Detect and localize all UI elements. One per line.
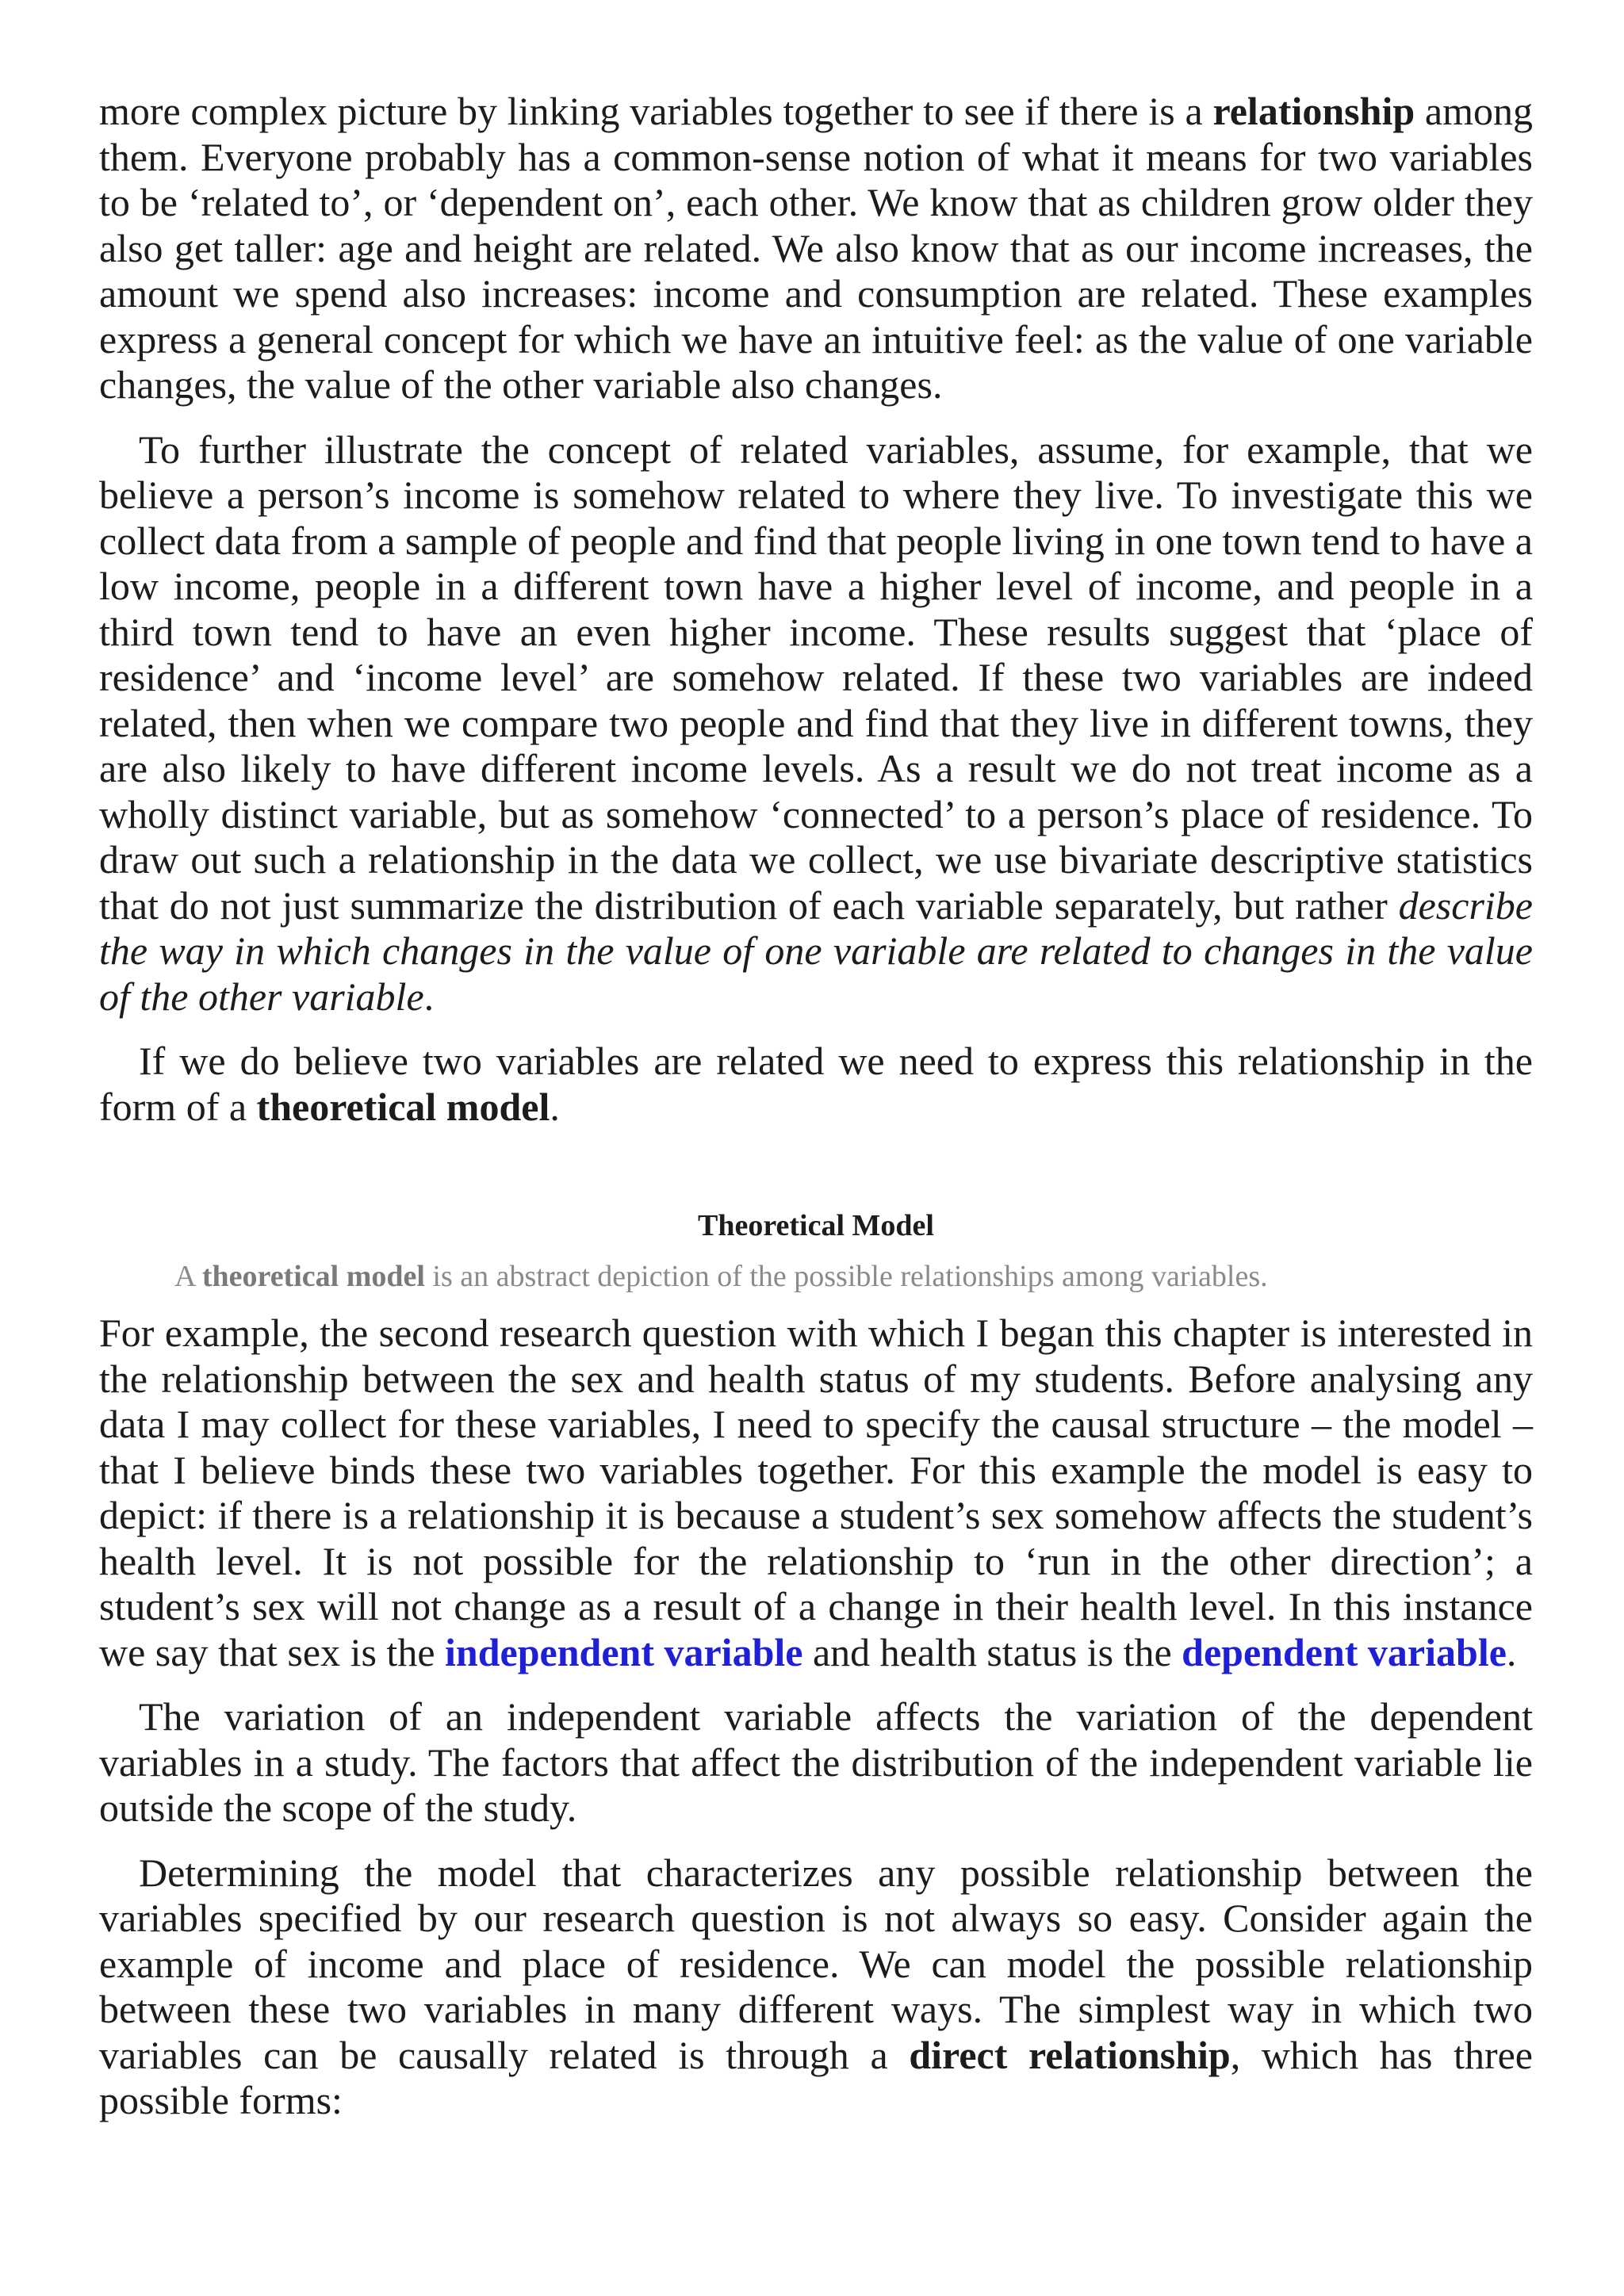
paragraph-sex-health-example: For example, the second research question with which I began this chapter is interested in the relationship between the sex and health status of my students. Before analysing any data I may collect for these variables, I need to specify the causal structure – the model – that I believe binds these two variables together. For this example the model is easy to depict: if there is a relationship it is because a student’s sex somehow affects the student’s health level. It is not possible for the relationship to ‘run in the other direction’; a student’s sex will not change as a result of a change in their health level. In this instance we say that sex is the independent variable and health status is the dependent variable.: [99, 1311, 1533, 1674]
paragraph-direct-relationship: Determining the model that characterizes any possible relationship between the variables specified by our research question is not always so easy. Consider again the example of income and place of residence. We can model the possible relationship between these two variables in many different ways. The simplest way in which two variables can be causally related is through a direct relationship, which has three possible forms:: [99, 1850, 1533, 2122]
emphasis-describe-changes: describe the way in which changes in the value of one variable are related to changes in the value of the other variable: [99, 882, 1533, 1019]
paragraph-independent-variation: The variation of an independent variable affects the variation of the dependent variables in a study. The factors that affect the distribution of the independent variable lie outside the scope of the study.: [99, 1694, 1533, 1830]
paragraph-relationship-intro: more complex picture by linking variables together to see if there is a relationship among them. Everyone probably has a common-sense notion of what it means for two variables to be ‘related to’, or ‘dependent on’, each other. We know that as children grow older they also get taller: age and height are related. We also know that as our income increases, the amount we spend also increases: income and consumption are related. These examples express a general concept for which we have an intuitive feel: as the value of one variable changes, the value of the other variable also changes.: [99, 89, 1533, 407]
term-direct-relationship: direct relationship: [909, 2032, 1231, 2077]
link-dependent-variable[interactable]: dependent variable: [1182, 1629, 1507, 1674]
definition-box: [99, 1207, 1533, 1295]
term-theoretical-model: theoretical model: [256, 1084, 550, 1129]
link-independent-variable[interactable]: independent variable: [445, 1629, 803, 1674]
paragraph-related-variables: To further illustrate the concept of related variables, assume, for example, that we believe a person’s income is somehow related to where they live. To investigate this we collect data from a sample of people and find that people living in one town tend to have a low income, people in a different town have a higher level of income, and people in a third town tend to have an even higher income. These results suggest that ‘place of residence’ and ‘income level’ are somehow related. If these two variables are indeed related, then when we compare two people and find that they live in different towns, they are also likely to have different income levels. As a result we do not treat income as a wholly distinct variable, but as somehow ‘connected’ to a person’s place of residence. To draw out such a relationship in the data we collect, we use bivariate descriptive statistics that do not just summarize the distribution of each variable separately, but rather describe the way in which changes in the value of one variable are related to changes in the value of the other variable.: [99, 427, 1533, 1019]
paragraph-theoretical-model-intro: If we do believe two variables are related we need to express this relationship in the form of a theoretical model.: [99, 1039, 1533, 1129]
term-relationship: relationship: [1212, 89, 1415, 133]
definition-text: A theoretical model is an abstract depiction of the possible relationships among variables.: [174, 1260, 1268, 1293]
definition-title: Theoretical Model: [698, 1209, 934, 1242]
page-content: [99, 89, 1533, 2124]
definition-term: theoretical model: [201, 1260, 425, 1293]
